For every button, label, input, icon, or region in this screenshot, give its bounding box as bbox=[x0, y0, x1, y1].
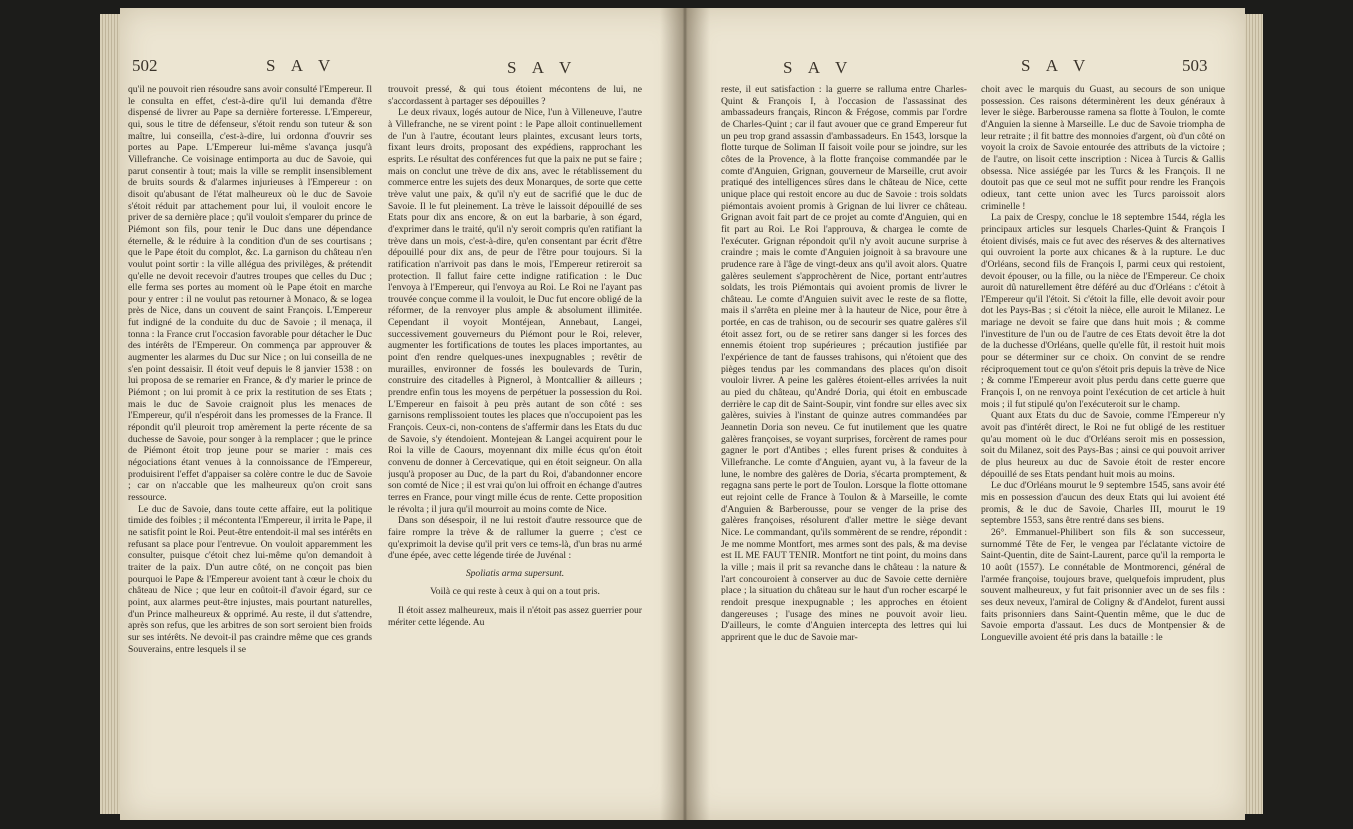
running-head: S A V bbox=[266, 56, 337, 75]
paragraph: reste, il eut satisfaction : la guerre se ralluma entre Charles-Quint & François I, à l'occasion de l'assassinat des ambassadeurs français, Rincon & Frégose, commis par l'ordre de Charles-Quint ; car il faut avouer que ce grand Empereur fut un peu trop grand assassin d'ambassadeurs. En 1543, lorsque la flotte turque de Soliman II faisoit voile pour se joindre, sur les côtes de la Provence, à la flotte françoise commandée par le comte d'Anguien, Grignan, gouverneur de Marseille, crut avoir pratiqué des intelligences sûres dans le château de Nice, cette unique place qui restoit encore au duc de Savoie : trois soldats piémontais avoient promis à Grignan de lui livrer ce château. Grignan avoit fait part de ce projet au comte d'Anguien, qui en fit part au Roi. Le Roi l'approuva, & chargea le comte de l'exécuter. Grignan répondoit qu'il n'y avoit aucune surprise à craindre ; mais le comte d'Anguien joignoit à sa bravoure une prudence rare à l'âge de vingt-deux ans qu'il avoit alors. Quatre galères seulement s'approchèrent de Nice, portant entr'autres soldats, les trois Piémontais qui avoient promis de livrer le château. Le comte d'Anguien suivit avec le reste de sa flotte, mais il s'arrêta en pleine mer à la hauteur de Nice, pour être à portée, en cas de trahison, ou de secourir ses quatre galères s'il étoit assez fort, ou de se retirer sans danger si les forces des ennemis étoient trop supérieures ; précaution justifiée par l'expérience de tant de fausses trahisons, qui n'étoient que des pièges tendus par les commandans des places qu'on disoit vouloir livrer. A peine les galères étoient-elles arrivées la nuit au pied du château, qu'André Doria, qui étoit en embuscade derrière le cap dit de Saint-Soupir, vint fondre sur elles avec six galères, suivies à l'instant de quinze autres commandées par Jeannetin Doria son neveu. Ce fut inutilement que les quatre galères françoises, se voyant surprises, forcèrent de rames pour gagner le port d'Antibes ; elles furent prises & conduites à Villefranche. Le comte d'Anguien, ayant vu, à la faveur de la lune, le nombre des galères de Doria, s'écarta promptement, & regagna sans perte le port de Toulon. Lorsque la flotte ottomane eut rejoint celle de France à Toulon & à Marseille, le comte d'Anguien & Barberousse, pour se venger de la prise des galères françoises, résolurent d'aller mettre le siège devant Nice. Le commandant, qu'ils sommèrent de se rendre, répondit : Je me nomme Montfort, mes armes sont des pals, & ma devise est IL ME FAUT TENIR. Montfort ne tint point, du moins dans la ville ; mais il prit sa revanche dans le château : la nature & l'art concouroient à conserver au duc de Savoie cette dernière place ; la situation du château sur le haut d'un rocher escarpé le rendoit presque inexpugnable ; les approches en étoient dangereuses ; l'usage des mines ne pouvoit avoir lieu. D'ailleurs, le comte d'Anguien intercepta des lettres qui lui apprirent que le duc de Savoie mar- bbox=[721, 84, 967, 643]
paragraph: Le duc d'Orléans mourut le 9 septembre 1545, sans avoir été mis en possession d'aucun des deux Etats qui lui avoient été promis, & le duc de Savoie, Charles III, mourut le 19 septembre 1553, sans être rentré dans ses biens. bbox=[981, 480, 1225, 527]
page-number: 502 bbox=[132, 56, 158, 75]
right-page bbox=[685, 8, 1245, 820]
paragraph: Le deux rivaux, logés autour de Nice, l'un à Villeneuve, l'autre à Villefranche, ne se virent point : le Pape alloit continuellement de l'un à l'autre, écoutant leurs plaintes, excusant leurs torts, fixant leurs droits, proposant des expédiens, rapprochant les esprits. Le résultat des conférences fut que la paix ne put se faire ; mais on conclut une trève de dix ans, avec le rétablissement du commerce entre les sujets des deux Monarques, de sorte que cette trève valut une paix, & qu'il n'y eut de sacrifié que le duc de Savoie. Il le fut pleinement. La trève le laissoit dépouillé de ses Etats pour dix ans encore, & on eut la barbarie, à son égard, d'exprimer dans le traité, qu'il n'y seroit compris qu'en ratifiant la trève dans un mois, c'est-à-dire, qu'en consentant par écrit d'être dépouillé pour dix ans, de peur de l'être pour toujours. Si la ratification n'arrivoit pas dans le mois, l'Empereur retireroit sa protection. Il fallut faire cette indigne ratification : le Duc l'envoya à l'Empereur, qui l'envoya au Roi. Le Roi ne l'ayant pas trouvée conçue comme il la vouloit, le Duc fut encore obligé de la réformer, de la renvoyer plus ample & absolument illimitée. Cependant il voyoit Montéjean, Annebaut, Langei, successivement gouverneurs du Piémont pour le Roi, relever, augmenter les fortifications de toutes les places importantes, au point d'en rendre quelques-unes inexpugnables ; revêtir de murailles, environner de fossés les boulevards de Turin, construire des citadelles à Pignerol, à Montcallier & ailleurs ; prendre enfin tous les moyens de perpétuer la possession du Roi. L'Empereur en faisoit à peu près autant de son côté : ses garnisons remplissoient toutes les places que n'occupoient pas les François. Ceux-ci, non-contens de s'affermir dans les Etats du duc de Savoie, s'y étendoient. Montejean & Langei acquirent pour le Roi la ville de Caours, moyennant dix mille écus qu'on étoit convenu de donner à Cercevatique, qui en étoit seigneur. On alla jusqu'à proposer au Duc, de la part du Roi, d'abandonner encore son comté de Nice ; il est vrai qu'on lui offroit en échange d'autres terres en France, pour vingt mille écus de rente. Cette proposition le révolta ; il jura qu'il mourroit au moins comte de Nice. bbox=[388, 107, 642, 515]
page-number: 503 bbox=[1182, 56, 1208, 75]
running-head: S A V bbox=[1021, 56, 1092, 75]
paragraph: Le duc de Savoie, dans toute cette affaire, eut la politique timide des foibles ; il mécontenta l'Empereur, il irrita le Pape, il ne satisfit point le Roi. Peut-être entendoit-il mal ses intérêts en refusant sa place pour l'entrevue. On vouloit apparemment les consulter, puisque c'étoit chez lui-même qu'on demandoit à traiter de la paix. D'un autre côté, on ne conçoit pas bien pourquoi le Pape & l'Empereur avoient tant à cœur le choix du château de Nice ; que leur en coûtoit-il d'avoir égard, sur ce point, aux alarmes peut-être injustes, mais pourtant naturelles, d'un Prince malheureux & opprimé. Au reste, il dut s'attendre, après son refus, que les arbitres de son sort seroient bien froids sur ses intérêts. Ne devoit-il pas craindre même que ces grands Souverains, entre lesquels il se bbox=[128, 503, 372, 655]
paragraph: Quant aux Etats du duc de Savoie, comme l'Empereur n'y avoit pas d'intérêt direct, le Roi ne fut obligé de les restituer qu'au moment où le duc d'Orléans seroit mis en possession, soit du Milanez, soit des Pays-Bas ; ainsi ce qui pouvoit arriver de plus heureux au duc de Savoie étoit de rester encore dépouillé de ses Etats pendant huit mois au moins. bbox=[981, 410, 1225, 480]
verse-translation: Voilà ce qui reste à ceux à qui on a tout pris. bbox=[430, 585, 600, 597]
paragraph: choit avec le marquis du Guast, au secours de son unique possession. Ces raisons déterminèrent les deux généraux à lever le siège. Barberousse ramena sa flotte à Toulon, le comte d'Anguien la sienne à Marseille. Le duc de Savoie triompha de leur retraite ; il fit battre des monnoies d'argent, où d'un côté on voyoit la croix de Savoie entourée des attributs de la victoire ; de l'autre, on lisoit cette inscription : Nicea à Turcis & Gallis obsessa. Nice assiégée par les Turcs & les François. Il ne doutoit pas que ce seul mot ne suffit pour rendre les François odieux, tant cette union avec les Turcs paroissoit alors criminelle ! bbox=[981, 84, 1225, 212]
paragraph: Il étoit assez malheureux, mais il n'étoit pas assez guerrier pour mériter cette légende. Au bbox=[388, 605, 642, 628]
left-page bbox=[120, 8, 685, 820]
page-edges-left bbox=[100, 14, 122, 814]
paragraph: Dans son désespoir, il ne lui restoit d'autre ressource que de faire rompre la trève & de rallumer la guerre ; c'est ce qu'exprimoit la devise qu'il prit vers ce tems-là, d'un bras nu armé d'une épée, avec cette légende tirée de Juvénal : bbox=[388, 515, 642, 562]
running-head: S A V bbox=[507, 58, 578, 77]
paragraph: 26°. Emmanuel-Philibert son fils & son successeur, surnommé Tête de Fer, le vengea par l'éclatante victoire de Saint-Quentin, dite de Saint-Laurent, parce qu'il la remporta le 10 août (1557). Le connétable de Montmorenci, général de l'armée françoise, toujours brave, quelquefois imprudent, plus souvent malheureux, y fut fait prisonnier avec un de ses fils : ses deux neveux, l'amiral de Coligny & d'Andelot, furent aussi faits prisonniers dans Saint-Quentin même, que le duc de Savoie emporta d'assaut. Les ducs de Montpensier & de Longueville avoient été pris dans la bataille : le bbox=[981, 526, 1225, 643]
right-page-header bbox=[685, 56, 1245, 80]
paragraph: La paix de Crespy, conclue le 18 septembre 1544, régla les principaux articles sur lesquels Charles-Quint & François I étoient divisés, mais ce fut avec des réserves & des alternatives qui ouvroient la porte aux chicanes & à la rupture. Le duc d'Orléans, second fils de François I, parmi ceux qui restoient, devoit épouser, ou la fille, ou la nièce de l'Empereur. Ce choix auroit dû naturellement être déféré au duc d'Orléans : c'étoit à l'Empereur qu'il l'étoit. Si c'étoit la fille, elle devoit avoir pour dot les Pays-Bas ; si c'étoit la nièce, elle auroit le Milanez. Le mariage ne devoit se faire que dans huit mois ; & comme l'investiture de l'un ou de l'autre de ces Etats devoit être la dot de la duchesse d'Orléans, quelle qu'elle fût, il restoit huit mois pour se déterminer sur ce choix. On convint de se rendre réciproquement tout ce qu'on s'étoit pris depuis la trève de Nice ; & comme l'Empereur avoit plus perdu dans cette guerre que François I, on ne renvoya point l'exécution de cet article à huit mois ; il fut stipulé qu'on l'exécuteroit sur le champ. bbox=[981, 212, 1225, 410]
left-page-header bbox=[120, 56, 685, 80]
text-column-2 bbox=[981, 84, 1225, 812]
running-head: S A V bbox=[783, 58, 854, 77]
text-column-2 bbox=[388, 84, 642, 812]
text-column-1 bbox=[128, 84, 372, 812]
paragraph: qu'il ne pouvoit rien résoudre sans avoir consulté l'Empereur. Il le consulta en effet, c'est-à-dire qu'il lui demanda d'être dispensé de livrer au Pape sa dernière forteresse. L'Empereur, qui, sous le titre de défenseur, s'étoit rendu son tuteur & son maître, lui conseilla, c'est-à-dire, lui ordonna d'ouvrir ses portes au Pape. L'Empereur lui-même s'avança jusqu'à Villefranche. Ce voisinage entimporta au duc de Savoie, qui parut consentir à tout; mais la ville se remplit insensiblement de bruits sourds & d'alarmes injurieuses à l'Empereur : on disoit qu'abusant de l'état malheureux où le duc de Savoie s'étoit réduit par attachement pour lui, il vouloit encore le priver de sa dernière place ; qu'il vouloit s'emparer du prince de Piémont son fils, pour tenir le Duc dans une dépendance éternelle, & le réduire à la condition d'un de ses courtisans ; que le Pape étoit du complot, &c. La garnison du château n'en voulut point sortir : la ville allégua des privilèges, & prétendit qu'elle ne devoit recevoir d'autres troupes que celles du Duc ; elle ferma ses portes au moment où le Pape étoit en marche pour y entrer : il ne voulut pas retourner à Monaco, & se logea près de Nice, dans un couvent de saint François. L'Empereur fut indigné de la conduite du duc de Savoie ; il menaça, il tonna : la France crut l'occasion favorable pour détacher le Duc des intérêts de l'Empereur. On commença par approuver & augmenter les alarmes du Duc sur Nice ; on lui conseilla de ne s'en point dessaisir. Il étoit veuf depuis le 8 janvier 1538 : on lui proposa de se remarier en France, & d'y marier le prince de Piémont ; on lui promit à ce prix la restitution de ses Etats ; mais le duc de Savoie craignoit plus les menaces de l'Empereur, qu'il n'espéroit dans les promesses de la France. Il répondit qu'il pleuroit trop amèrement la perte récente de sa duchesse de Savoie, pour songer à la remplacer ; que le prince de Piémont étoit trop jeune pour se marier : mais ces négociations étant venues à la connoissance de l'Empereur, produisirent l'effet d'appaiser sa colère contre le duc de Savoie ; car on n'accable que les malheureux qu'on croit sans ressource. bbox=[128, 84, 372, 503]
latin-verse: Spoliatis arma supersunt. bbox=[465, 567, 565, 579]
page-edges-right bbox=[1243, 14, 1263, 814]
paragraph: trouvoit pressé, & qui tous étoient mécontens de lui, ne s'accordassent à partager ses dépouilles ? bbox=[388, 84, 642, 107]
text-column-1 bbox=[721, 84, 967, 812]
